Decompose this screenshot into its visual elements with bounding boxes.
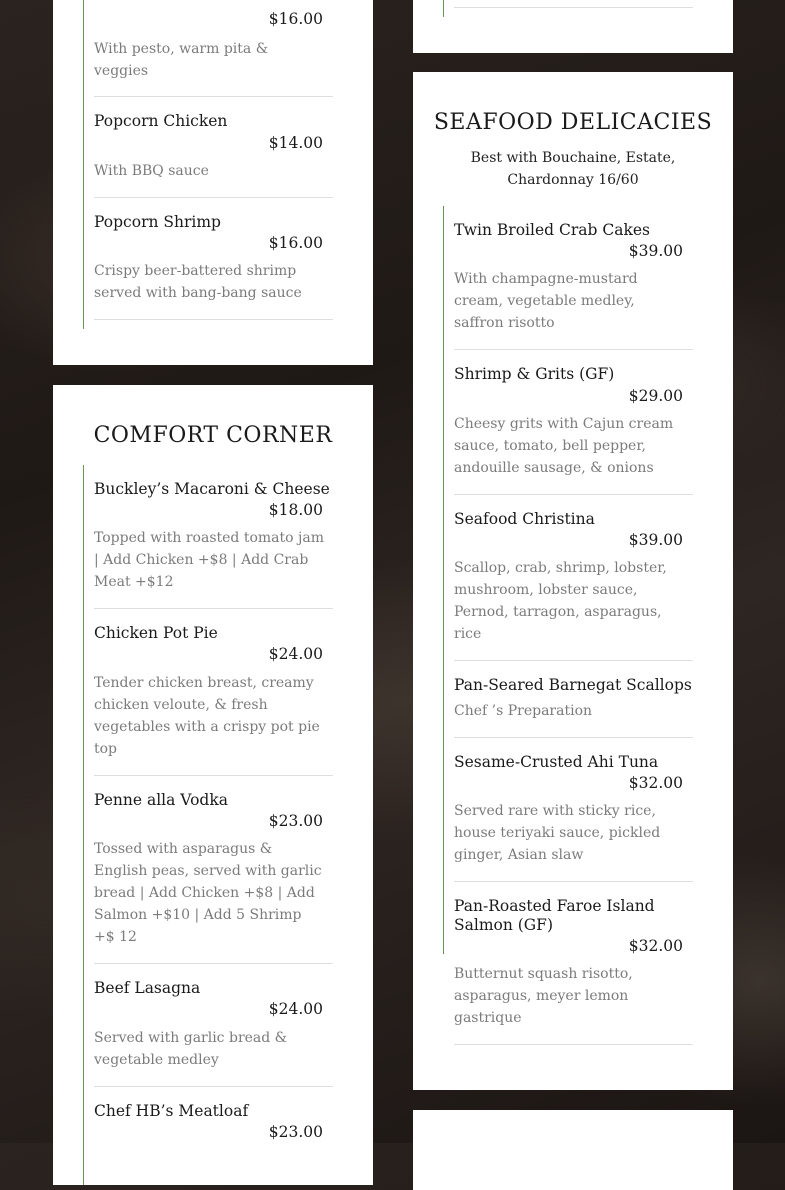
item-price: $32.00 [628, 774, 683, 792]
item-description: Crispy beer-battered shrimp served with bang-bang sauce [94, 263, 302, 301]
menu-item [94, 0, 333, 97]
item-price: $14.00 [268, 134, 323, 152]
item-price: $23.00 [268, 812, 323, 830]
item-price: $16.00 [268, 10, 323, 28]
menu-item [454, 882, 693, 1045]
item-description: Butternut squash risotto, asparagus, meyer lemon gastrique [454, 966, 633, 1026]
section-rule [83, 465, 84, 1185]
item-description: Scallop, crab, shrimp, lobster, mushroom, lobster sauce, Pernod, tarragon, asparagus, rice [454, 560, 667, 642]
section-title: SEAFOOD DELICACIES [433, 110, 713, 135]
menu-item [94, 97, 333, 198]
item-description: Topped with roasted tomato jam | Add Chicken +$8 | Add Crab Meat +$12 [94, 530, 324, 590]
item-name: Twin Broiled Crab Cakes [454, 221, 650, 239]
menu-item [454, 350, 693, 495]
item-name [94, 0, 286, 1]
item-description: Tender chicken breast, creamy chicken veloute, & fresh vegetables with a crispy pot pie top [94, 675, 320, 757]
section-rule [443, 206, 444, 954]
item-description: With BBQ sauce [94, 163, 209, 179]
menu-item [454, 0, 693, 8]
menu-item [94, 198, 333, 320]
menu-item [94, 776, 333, 964]
item-price: $23.00 [268, 1123, 323, 1141]
item-name: Penne alla Vodka [94, 791, 228, 809]
item-description: Tossed with asparagus & English peas, served with garlic bread | Add Chicken +$8 | Add Salmon +$10 | Add 5 Shrimp +$ 12 [94, 841, 322, 945]
menu-card-cropped [413, 0, 733, 53]
item-name: Popcorn Shrimp [94, 213, 221, 231]
item-price: $39.00 [628, 242, 683, 260]
menu-item [454, 206, 693, 350]
item-name: Buckley’s Macaroni & Cheese [94, 480, 330, 498]
wine-pairing-note: Best with Bouchaine, Estate, Chardonnay 16/60 [470, 150, 676, 188]
item-price: $32.00 [628, 937, 683, 955]
seafood-delicacies-card [413, 72, 733, 1090]
section-rule [83, 0, 84, 329]
item-name: Popcorn Chicken [94, 112, 228, 130]
item-price: $24.00 [268, 1000, 323, 1018]
section-rule [443, 0, 444, 17]
starters-card [53, 0, 373, 365]
item-name: Seafood Christina [454, 510, 595, 528]
item-name: Sesame-Crusted Ahi Tuna [454, 753, 659, 771]
menu-item [454, 738, 693, 882]
item-price: $18.00 [268, 501, 323, 519]
item-price: $39.00 [628, 531, 683, 549]
menu-card-cropped [413, 1110, 733, 1190]
menu-item [94, 465, 333, 609]
item-description: With champagne-mustard cream, vegetable medley, saffron risotto [454, 271, 638, 331]
menu-item [454, 661, 693, 738]
item-description: Served with garlic bread & vegetable medley [94, 1030, 288, 1068]
item-price: $29.00 [628, 387, 683, 405]
section-title: COMFORT CORNER [93, 423, 333, 448]
item-name: Chicken Pot Pie [94, 624, 218, 642]
comfort-corner-card [53, 385, 373, 1185]
menu-item [94, 1087, 333, 1185]
item-name: Beef Lasagna [94, 979, 201, 997]
item-price: $16.00 [268, 234, 323, 252]
menu-item [94, 964, 333, 1087]
item-description: Cheesy grits with Cajun cream sauce, tomato, bell pepper, andouille sausage, & onions [454, 416, 674, 476]
menu-item [94, 609, 333, 776]
item-name: Shrimp & Grits (GF) [454, 365, 615, 383]
item-description: With pesto, warm pita & veggies [94, 41, 269, 79]
item-description: Served rare with sticky rice, house teriyaki sauce, pickled ginger, Asian slaw [454, 803, 661, 863]
item-name: Chef HB’s Meatloaf [94, 1102, 249, 1120]
item-description: Chef ’s Preparation [454, 703, 593, 719]
menu-item [454, 495, 693, 661]
item-name: Pan-Seared Barnegat Scallops [454, 676, 692, 694]
item-price: $24.00 [268, 645, 323, 663]
item-name: Pan-Roasted Faroe Island Salmon (GF) [454, 897, 655, 934]
